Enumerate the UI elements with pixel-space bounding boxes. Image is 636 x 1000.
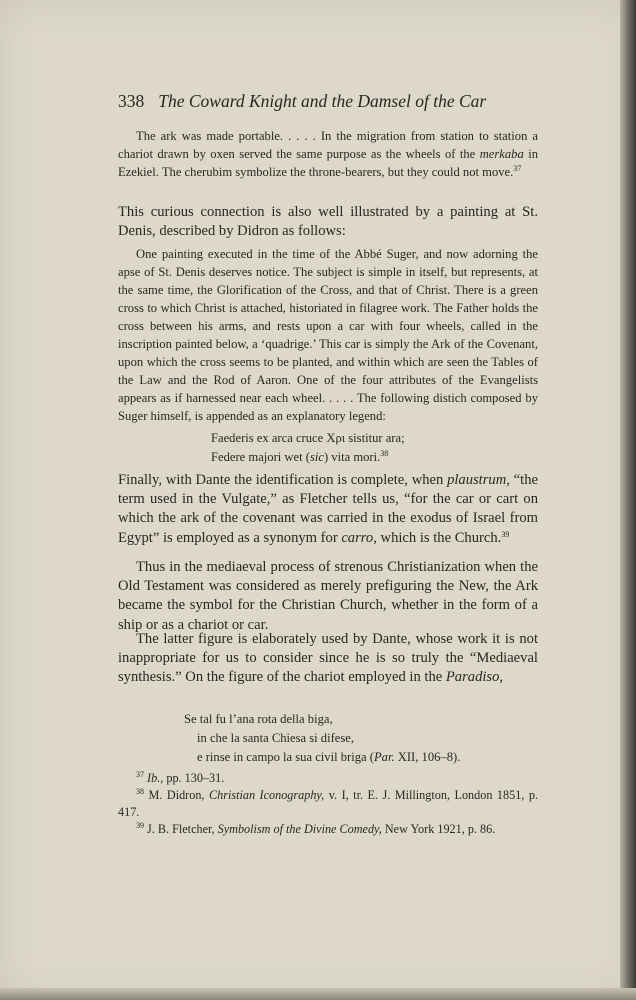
footnote-ref-38: 38 [380,449,389,458]
page-bottom-edge [0,988,636,1000]
footnote-ref-39: 39 [501,529,510,539]
italian-line-1: Se tal fu l’ana rota della biga, [184,712,333,726]
footnote-39: $^{39}$ J. B. Fletcher, Symbolism of the Divine Comedy, New York 1921, p. 86. [136,821,496,836]
quote-ark-text: The ark was made portable. . . . . In the migration from station to station a chariot drawn by oxen served the same purpose as the wheels of the merkaba in Ezekiel. The cherubim symbolize the throne-bearers, but they could not move.$^{37}$ [118,129,538,179]
block-quote-ark [118,127,538,181]
footnote-38: $^{38}$ M. Didron, Christian Iconography, v. I, tr. E. J. Millington, London 1851, p. 417. [118,787,538,819]
footnote-ref-37: 37 [513,164,522,173]
chapter-title: The Coward Knight and the Damsel of the Car [158,91,487,111]
page-number: 338 [118,91,145,111]
italian-line-2: in che la santa Chiesa si difese, [197,731,355,745]
latin-line-1: Faederis ex arca cruce Xρι sistitur ara; [211,431,405,445]
block-quote-didron: One painting executed in the time of the Abbé Suger, and now adorning the apse of St. Denis deserves notice. The subject is simple in itself, but represents, at the same time, the Glorification of the Cross, and that of Christ. There is a green cross to which Christ is attached, historiated in filagree work. The Father holds the cross between his arms, and rests upon a car with four wheels, called in the inscription painted below, a ‘quadrige.’ This car is simply the Ark of the Covenant, upon which the cross seems to be planted, and within which are seen the Tables of the Law and the Rod of Aaron. One of the four attributes of the Evangelists appears as if harnessed near each wheel. . . . . The following distich composed by Suger himself, is appended as an explanatory legend: [118,247,538,423]
paragraph-st-denis: This curious connection is also well illustrated by a painting at St. Denis, described by Didron as follows: [118,204,538,240]
page-edge-shadow [620,0,636,1000]
paragraph-dante-chariot: The latter figure is elaborately used by Dante, whose work it is not inappropriate for us to consider since he is so truly the “Mediaeval synthesis.” On the figure of the chariot employed in the Paradiso, [118,631,538,686]
paragraph-plaustrum: Finally, with Dante the identification is complete, when plaustrum, “the term used in the Vulgate,” as Fletcher tells us, “for the car or cart on which the ark of the covenant was carried in the exodus of Israel from Egypt” is employed as a synonym for carro, which is the Church.$^{39}$ [118,472,538,546]
latin-distich [211,429,405,467]
paragraph-christianization: Thus in the mediaeval process of strenous Christianization when the Old Testament was considered as merely prefiguring the New, the Ark became the symbol for the Christian Church, whether in the form of a ship or as a chariot or car. [118,559,538,633]
italian-verse [184,710,460,767]
latin-line-2: Federe majori wet (sic) vita mori.$^{38}$ [211,449,389,464]
footnote-37: $^{37}$ Ib., pp. 130–31. [136,770,225,785]
italian-line-3: e rinse in campo la sua civil briga (Par. XII, 106–8). [197,750,461,764]
running-head [118,90,538,112]
